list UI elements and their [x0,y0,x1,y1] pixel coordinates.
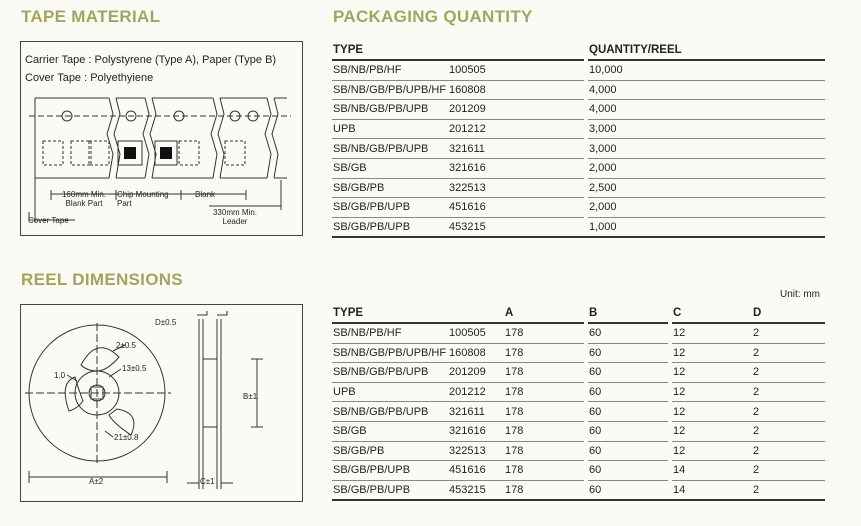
reel-cell: 2 [752,323,825,343]
reel-cell: 2 [752,480,825,500]
reel-header-size [448,303,504,323]
reel-cell: 178 [504,382,584,402]
reel-header-type: TYPE [332,303,448,323]
reel-header-a: A [504,303,584,323]
reel-cell: 14 [672,480,752,500]
packaging-cell: 1,000 [588,217,825,237]
leader-min: 330mm Min. [212,208,257,217]
packaging-cell: SB/GB/PB [332,178,448,198]
reel-cell: 60 [588,323,668,343]
packaging-cell: 160808 [448,80,584,100]
reel-cell: 12 [672,382,752,402]
reel-cell: 178 [504,363,584,383]
packaging-cell: 453215 [448,217,584,237]
table-row [332,421,825,441]
reel-cell: 178 [504,402,584,422]
packaging-cell: SB/GB/PB/UPB [332,217,448,237]
unit-label: Unit: mm [780,289,820,300]
reel-cell: SB/NB/GB/PB/UPB [332,402,448,422]
blank-part-label [51,190,117,208]
packaging-header-size [448,40,584,60]
reel-cell: 178 [504,461,584,481]
reel-cell: 321611 [448,402,504,422]
reel-cell: 178 [504,441,584,461]
table-row [332,60,825,80]
c-label: C±1 [200,477,215,486]
packaging-cell: SB/GB/PB/UPB [332,198,448,218]
packaging-header-quantity: QUANTITY/REEL [588,40,825,60]
chip-mounting-label [117,190,169,208]
two-label: 2±0.5 [116,341,136,350]
leader-label [207,208,263,226]
reel-cell: 60 [588,461,668,481]
reel-cell: 451616 [448,461,504,481]
reel-cell: 201212 [448,382,504,402]
table-row [332,158,825,178]
reel-cell: SB/NB/GB/PB/UPB [332,363,448,383]
packaging-cell: UPB [332,119,448,139]
reel-cell: UPB [332,382,448,402]
tape-material-title: TAPE MATERIAL [21,7,161,26]
table-row [332,323,825,343]
twentyone-label: 21±0.8 [114,433,139,442]
reel-cell: 60 [588,402,668,422]
leader-text: Leader [222,217,248,226]
table-row [332,402,825,422]
reel-cell: 178 [504,323,584,343]
reel-cell: 201209 [448,363,504,383]
table-row [332,480,825,500]
chip-mounting-text: Chip Mounting [117,190,169,199]
reel-cell: 60 [588,480,668,500]
reel-cell: SB/GB/PB [332,441,448,461]
reel-cell: 2 [752,382,825,402]
packaging-cell: 3,000 [588,139,825,159]
packaging-header-row [332,40,825,60]
reel-cell: 60 [588,441,668,461]
packaging-cell: SB/NB/PB/HF [332,60,448,80]
packaging-table [332,40,825,238]
table-row [332,100,825,120]
reel-cell: 322513 [448,441,504,461]
reel-dimensions-title: REEL DIMENSIONS [21,270,183,289]
reel-table [332,303,825,501]
reel-cell: SB/NB/PB/HF [332,323,448,343]
reel-cell: 160808 [448,343,504,363]
table-row [332,363,825,383]
table-row [332,382,825,402]
cover-tape-label: Cover Tape [28,216,69,225]
table-row [332,139,825,159]
reel-header-b: B [588,303,668,323]
blank-part-text: Blank Part [65,199,103,208]
packaging-cell: 451616 [448,198,584,218]
reel-cell: 12 [672,363,752,383]
packaging-cell: SB/NB/GB/PB/UPB [332,139,448,159]
table-row [332,343,825,363]
reel-cell: 321616 [448,421,504,441]
packaging-cell: 4,000 [588,100,825,120]
reel-diagram [21,305,302,501]
table-row [332,198,825,218]
packaging-cell: 4,000 [588,80,825,100]
packaging-cell: 10,000 [588,60,825,80]
reel-cell: 60 [588,421,668,441]
reel-cell: 12 [672,441,752,461]
blank-label: Blank [195,190,216,199]
table-row [332,217,825,237]
reel-cell: 2 [752,402,825,422]
reel-header-c: C [672,303,752,323]
packaging-header-type: TYPE [332,40,448,60]
one-label: 1.0 [54,371,66,380]
packaging-cell: 201212 [448,119,584,139]
reel-cell: 60 [588,382,668,402]
cover-tape-text: Cover Tape : Polyethyiene [25,72,154,84]
packaging-cell: 2,000 [588,198,825,218]
carrier-tape-text: Carrier Tape : Polystyrene (Type A), Paper (Type B) [25,54,277,66]
reel-cell: 12 [672,402,752,422]
reel-cell: 2 [752,343,825,363]
table-row [332,441,825,461]
reel-cell: 2 [752,441,825,461]
packaging-cell: 100505 [448,60,584,80]
table-row [332,119,825,139]
reel-cell: 60 [588,363,668,383]
reel-header-row [332,303,825,323]
table-row [332,178,825,198]
b-label: B±1 [243,392,258,401]
packaging-quantity-title: PACKAGING QUANTITY [333,7,533,26]
packaging-cell: 322513 [448,178,584,198]
chip-part-text: Part [117,199,132,208]
reel-header-d: D [752,303,825,323]
packaging-cell: SB/NB/GB/PB/UPB/HF [332,80,448,100]
reel-cell: 178 [504,480,584,500]
reel-cell: 12 [672,421,752,441]
reel-cell: 60 [588,343,668,363]
packaging-cell: 2,000 [588,158,825,178]
packaging-cell: SB/NB/GB/PB/UPB [332,100,448,120]
reel-cell: 2 [752,461,825,481]
reel-cell: SB/NB/GB/PB/UPB/HF [332,343,448,363]
reel-cell: 14 [672,461,752,481]
reel-cell: 12 [672,343,752,363]
reel-cell: SB/GB/PB/UPB [332,461,448,481]
packaging-cell: 321611 [448,139,584,159]
reel-cell: 178 [504,343,584,363]
table-row [332,461,825,481]
packaging-cell: 321616 [448,158,584,178]
reel-cell: 2 [752,363,825,383]
reel-cell: 178 [504,421,584,441]
reel-cell: SB/GB/PB/UPB [332,480,448,500]
reel-cell: 2 [752,421,825,441]
packaging-cell: 201209 [448,100,584,120]
reel-cell: 12 [672,323,752,343]
blank-part-min: 160mm Min. [61,190,106,199]
packaging-cell: 2,500 [588,178,825,198]
reel-cell: 453215 [448,480,504,500]
d-label: D±0.5 [155,318,177,327]
tape-material-panel [20,41,303,236]
reel-dimensions-panel [20,304,303,502]
a-label: A±2 [89,477,104,486]
table-row [332,80,825,100]
thirteen-label: 13±0.5 [122,364,147,373]
reel-cell: SB/GB [332,421,448,441]
reel-cell: 100505 [448,323,504,343]
packaging-cell: 3,000 [588,119,825,139]
packaging-cell: SB/GB [332,158,448,178]
